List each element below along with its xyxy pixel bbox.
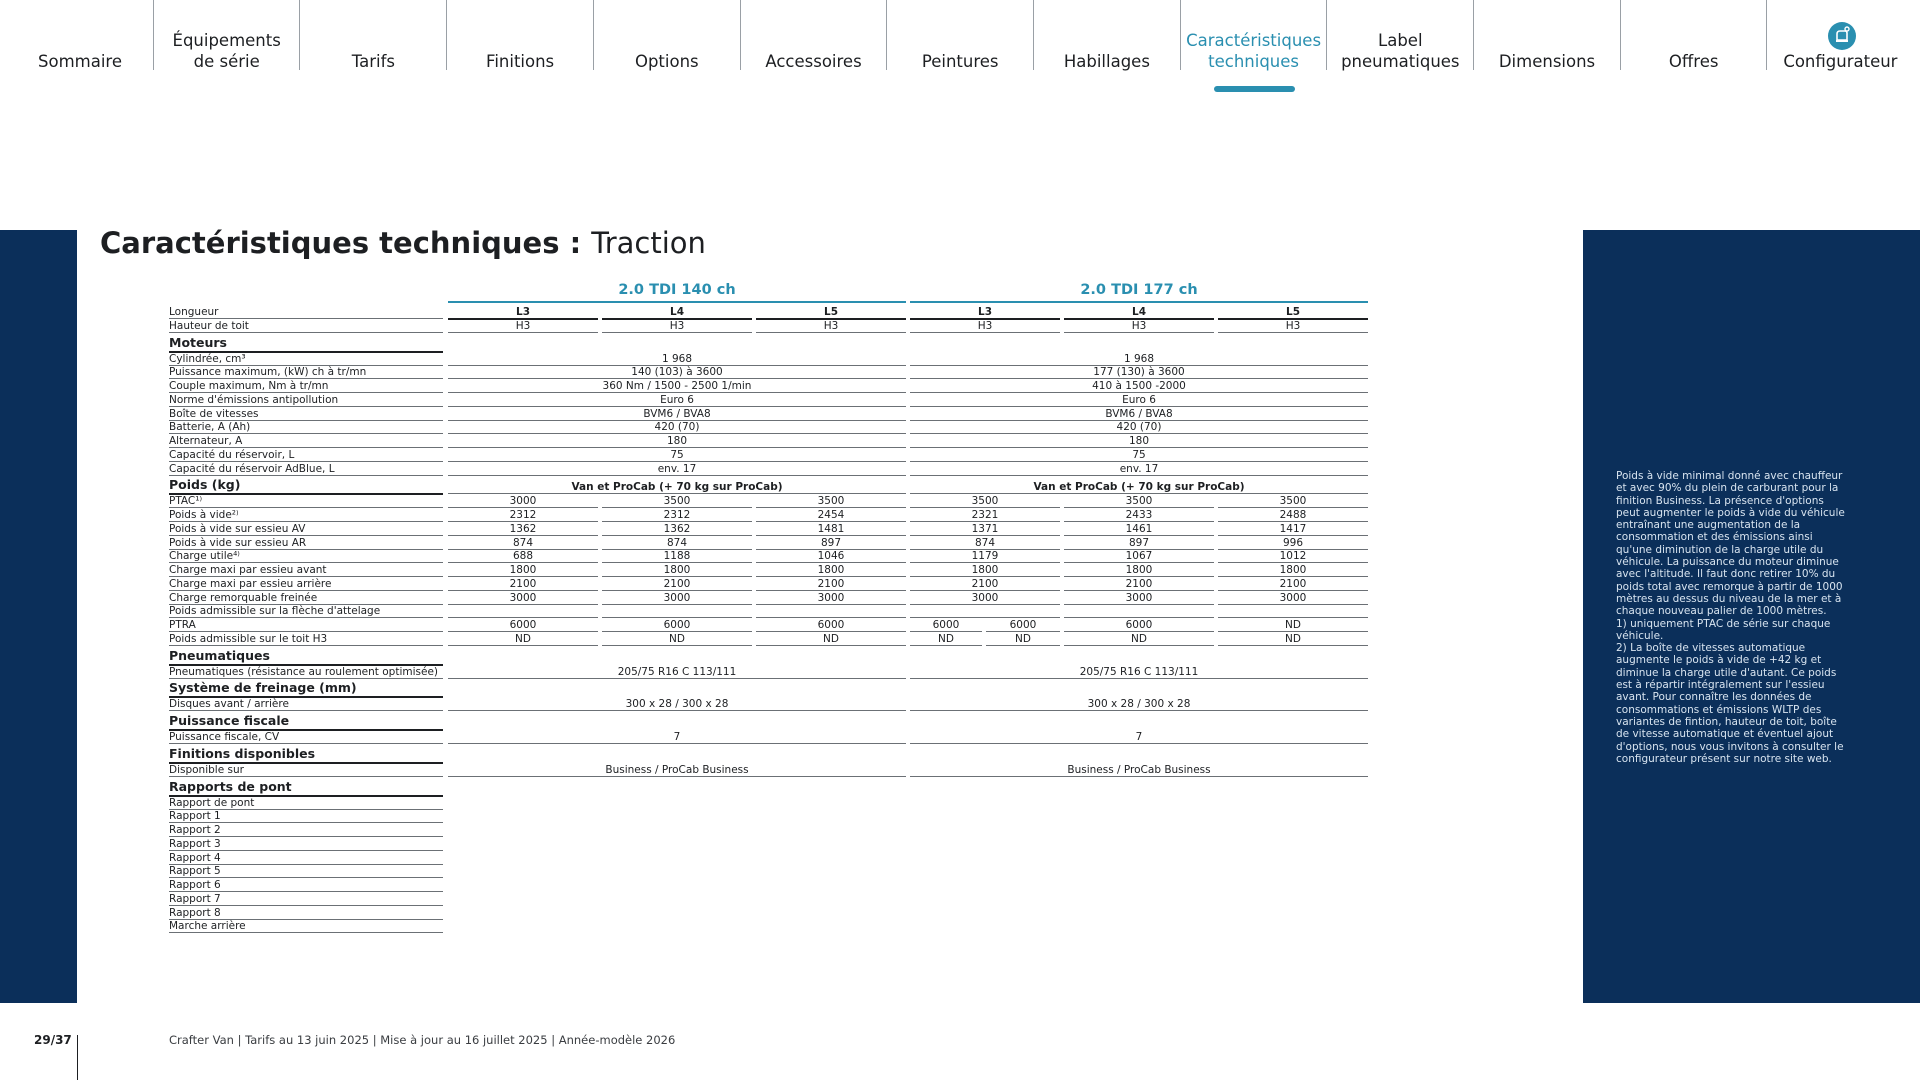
nav-item-label: Options	[634, 52, 699, 71]
table-cell: ND	[1218, 619, 1368, 632]
table-cell: 1461	[1064, 523, 1214, 536]
table-row	[0, 810, 1920, 824]
table-cell: 1417	[1218, 523, 1368, 536]
table-cell: 874	[910, 537, 1060, 550]
table-cell: env. 17	[448, 463, 906, 476]
table-row	[0, 764, 1920, 778]
table-cell: 2312	[448, 509, 598, 522]
row-label: Poids à vide sur essieu AR	[169, 537, 443, 550]
table-cell: BVM6 / BVA8	[448, 408, 906, 421]
table-cell: 1800	[448, 564, 598, 577]
nav-separator	[1620, 0, 1621, 70]
table-cell: 3000	[1218, 592, 1368, 605]
row-label: Marche arrière	[169, 920, 443, 933]
table-cell: 140 (103) à 3600	[448, 366, 906, 379]
row-label: Hauteur de toit	[169, 320, 443, 333]
row-label: Longueur	[169, 306, 443, 319]
table-row	[0, 306, 1920, 320]
nav-separator	[1180, 0, 1181, 70]
table-cell: BVM6 / BVA8	[910, 408, 1368, 421]
row-label: Rapport 3	[169, 838, 443, 851]
table-cell: 3000	[1064, 592, 1214, 605]
section-heading: Pneumatiques	[169, 648, 443, 666]
table-cell: 3500	[756, 495, 906, 508]
footer-text: Crafter Van | Tarifs au 13 juin 2025 | Mise à jour au 16 juillet 2025 | Année-modèle 2026	[169, 1033, 676, 1047]
table-cell: 300 x 28 / 300 x 28	[910, 698, 1368, 711]
table-row	[0, 320, 1920, 334]
row-label: Rapport 7	[169, 893, 443, 906]
table-row	[0, 605, 1920, 619]
table-row	[0, 380, 1920, 394]
note-paragraph: 1) uniquement PTAC de série sur chaque véhicule.	[1616, 617, 1831, 642]
table-row	[0, 920, 1920, 934]
table-cell: H3	[1064, 320, 1214, 333]
table-cell: Business / ProCab Business	[448, 764, 906, 777]
section-heading: Poids (kg)	[169, 477, 443, 495]
nav-item-offres[interactable]	[1621, 0, 1767, 72]
table-cell: 3500	[1064, 495, 1214, 508]
table-cell: L4	[602, 306, 752, 320]
nav-item-options[interactable]	[594, 0, 740, 72]
table-cell: 410 à 1500 -2000	[910, 380, 1368, 393]
table-cell: 874	[448, 537, 598, 550]
table-cell	[1218, 605, 1368, 618]
table-cell: 300 x 28 / 300 x 28	[448, 698, 906, 711]
nav-item-dimensions[interactable]	[1474, 0, 1620, 72]
table-cell: 1800	[1218, 564, 1368, 577]
table-cell: 420 (70)	[910, 421, 1368, 434]
nav-item-label: Accessoires	[765, 52, 862, 71]
table-row	[0, 619, 1920, 633]
table-cell: 1188	[602, 550, 752, 563]
note-paragraph: Poids à vide minimal donné avec chauffeur et avec 90% du plein de carburant pour la finition Business. La présence d'options peut augmenter le poids à vide du véhicule entraînant une augmentation de la consommation et des émissions ainsi qu'une diminution de la charge utile du véhicule. La puissance du moteur diminue avec l'altitude. Il faut donc retirer 10% du poids total avec remorque à partir de 1000 mètres au dessus du niveau de la mer et à chaque nouveau palier de 1000 mètres.	[1616, 470, 1845, 618]
table-cell: 420 (70)	[448, 421, 906, 434]
row-label: Batterie, A (Ah)	[169, 421, 443, 434]
table-row	[0, 797, 1920, 811]
table-cell: ND	[602, 633, 752, 646]
table-cell: 6000	[1064, 619, 1214, 632]
table-cell: 2100	[910, 578, 1060, 591]
nav-item-finitions[interactable]	[447, 0, 593, 72]
row-label: Rapport 1	[169, 810, 443, 823]
table-cell: 1362	[602, 523, 752, 536]
row-label: Rapport 6	[169, 879, 443, 892]
title-light: Traction	[591, 226, 706, 260]
table-section-row	[0, 680, 1920, 698]
table-cell: 1067	[1064, 550, 1214, 563]
title-bold: Caractéristiques techniques :	[100, 226, 582, 260]
table-cell: 2321	[910, 509, 1060, 522]
section-heading: Système de freinage (mm)	[169, 680, 443, 698]
nav-item-tarifs[interactable]	[300, 0, 446, 72]
table-row	[0, 421, 1920, 435]
table-cell: L5	[756, 306, 906, 320]
table-cell: 75	[448, 449, 906, 462]
table-cell: H3	[1218, 320, 1368, 333]
table-cell: 75	[910, 449, 1368, 462]
table-cell: 996	[1218, 537, 1368, 550]
row-label: Rapport 4	[169, 852, 443, 865]
table-cell: 360 Nm / 1500 - 2500 1/min	[448, 380, 906, 393]
table-cell: 2433	[1064, 509, 1214, 522]
table-cell: 180	[910, 435, 1368, 448]
table-row	[0, 838, 1920, 852]
row-label: Capacité du réservoir AdBlue, L	[169, 463, 443, 476]
row-label: Poids admissible sur la flèche d'attelage	[169, 605, 443, 618]
table-row	[0, 666, 1920, 680]
nav-item-caracteristiques[interactable]	[1181, 0, 1327, 72]
nav-separator	[446, 0, 447, 70]
table-cell: Business / ProCab Business	[910, 764, 1368, 777]
table-cell: 2488	[1218, 509, 1368, 522]
table-section-row	[0, 647, 1920, 666]
active-tab-indicator	[1214, 86, 1295, 92]
table-cell: 3500	[1218, 495, 1368, 508]
table-cell: 177 (130) à 3600	[910, 366, 1368, 379]
table-cell: 3500	[602, 495, 752, 508]
nav-separator	[1033, 0, 1034, 70]
table-cell: Euro 6	[448, 394, 906, 407]
table-cell: 1012	[1218, 550, 1368, 563]
table-cell: 1800	[910, 564, 1060, 577]
row-label: Cylindrée, cm³	[169, 353, 443, 366]
table-cell	[1064, 605, 1214, 618]
table-cell: 6000	[910, 619, 982, 632]
section-heading: Rapports de pont	[169, 779, 443, 797]
table-cell: 3500	[910, 495, 1060, 508]
table-row	[0, 578, 1920, 592]
table-cell: 3000	[602, 592, 752, 605]
table-section-row	[0, 745, 1920, 764]
table-row	[0, 394, 1920, 408]
table-cell: 1 968	[910, 353, 1368, 366]
table-row	[0, 523, 1920, 537]
nav-item-habillages[interactable]	[1034, 0, 1180, 72]
table-cell: ND	[910, 633, 982, 646]
row-label: Rapport 5	[169, 865, 443, 878]
table-cell: Van et ProCab (+ 70 kg sur ProCab)	[910, 481, 1368, 494]
nav-item-label: Label pneumatiques	[1341, 31, 1460, 71]
table-cell: ND	[986, 633, 1060, 646]
row-label: Pneumatiques (résistance au roulement optimisée)	[169, 666, 443, 679]
table-row	[0, 509, 1920, 523]
table-row	[0, 550, 1920, 564]
nav-item-label: Dimensions	[1498, 52, 1596, 71]
table-row	[0, 353, 1920, 367]
table-row	[0, 852, 1920, 866]
table-cell: 1800	[602, 564, 752, 577]
table-cell: H3	[602, 320, 752, 333]
table-row	[0, 633, 1920, 647]
table-cell	[448, 605, 598, 618]
table-cell: 6000	[448, 619, 598, 632]
table-cell: 2100	[1218, 578, 1368, 591]
row-label: Charge maxi par essieu avant	[169, 564, 443, 577]
table-cell: 3000	[448, 495, 598, 508]
nav-item-label: Tarifs	[351, 52, 395, 71]
nav-item-label: Équipements de série	[172, 31, 281, 71]
table-cell: 2100	[1064, 578, 1214, 591]
table-row	[0, 495, 1920, 509]
nav-item-peintures[interactable]	[887, 0, 1033, 72]
table-cell: 2454	[756, 509, 906, 522]
table-row	[0, 893, 1920, 907]
configurator-icon[interactable]	[1828, 22, 1856, 50]
nav-item-label: Habillages	[1063, 52, 1150, 71]
nav-item-equipements[interactable]	[154, 0, 300, 72]
engine-header: 2.0 TDI 140 ch	[448, 282, 906, 303]
table-section-row	[0, 778, 1920, 797]
nav-separator	[593, 0, 594, 70]
row-label: Rapport 8	[169, 907, 443, 920]
table-cell: ND	[448, 633, 598, 646]
table-section-row	[0, 477, 1920, 495]
table-cell: 180	[448, 435, 906, 448]
row-label: Boîte de vitesses	[169, 408, 443, 421]
table-cell: 2312	[602, 509, 752, 522]
table-cell: 1 968	[448, 353, 906, 366]
table-cell: env. 17	[910, 463, 1368, 476]
car-seat-icon	[1828, 22, 1856, 50]
table-section-row	[0, 713, 1920, 731]
table-cell: ND	[1218, 633, 1368, 646]
table-cell: 2100	[756, 578, 906, 591]
table-cell: 6000	[756, 619, 906, 632]
table-cell: 874	[602, 537, 752, 550]
table-cell: 688	[448, 550, 598, 563]
table-section-row	[0, 334, 1920, 353]
nav-item-label: Offres	[1668, 52, 1719, 71]
table-cell: 205/75 R16 C 113/111	[910, 666, 1368, 679]
section-heading: Finitions disponibles	[169, 746, 443, 764]
section-heading: Puissance fiscale	[169, 713, 443, 731]
nav-separator	[153, 0, 154, 70]
row-label: Poids à vide²⁾	[169, 509, 443, 522]
table-row	[0, 879, 1920, 893]
row-label: PTAC¹⁾	[169, 495, 443, 508]
table-cell: 897	[756, 537, 906, 550]
table-cell: H3	[448, 320, 598, 333]
footer-divider	[77, 1035, 78, 1080]
table-cell: 7	[910, 731, 1368, 744]
engine-header: 2.0 TDI 177 ch	[910, 282, 1368, 303]
table-cell	[756, 605, 906, 618]
table-cell: 3000	[448, 592, 598, 605]
row-label: Capacité du réservoir, L	[169, 449, 443, 462]
table-row	[0, 366, 1920, 380]
table-cell: 3000	[910, 592, 1060, 605]
section-heading: Moteurs	[169, 335, 443, 353]
table-row	[0, 564, 1920, 578]
table-cell: L3	[448, 306, 598, 320]
table-cell: 1362	[448, 523, 598, 536]
nav-item-label: Peintures	[921, 52, 999, 71]
nav-separator	[1326, 0, 1327, 70]
table-cell: 1481	[756, 523, 906, 536]
table-row	[0, 408, 1920, 422]
nav-separator	[740, 0, 741, 70]
row-label: Disponible sur	[169, 764, 443, 777]
table-cell: 1179	[910, 550, 1060, 563]
row-label: Puissance maximum, (kW) ch à tr/mn	[169, 366, 443, 379]
row-label: Charge maxi par essieu arrière	[169, 578, 443, 591]
nav-item-label-pneumatiques[interactable]	[1327, 0, 1473, 72]
table-cell: 1800	[1064, 564, 1214, 577]
nav-item-sommaire[interactable]	[7, 0, 153, 72]
nav-item-accessoires[interactable]	[741, 0, 887, 72]
table-cell: 6000	[602, 619, 752, 632]
row-label: Puissance fiscale, CV	[169, 731, 443, 744]
table-cell: L5	[1218, 306, 1368, 320]
table-cell: 1800	[756, 564, 906, 577]
row-label: Rapport 2	[169, 824, 443, 837]
page-number: 29/37	[34, 1033, 72, 1047]
table-cell: 205/75 R16 C 113/111	[448, 666, 906, 679]
table-cell: 3000	[756, 592, 906, 605]
table-cell: Euro 6	[910, 394, 1368, 407]
nav-item-label: Caractéristiques techniques	[1186, 31, 1322, 71]
table-row	[0, 698, 1920, 712]
row-label: Couple maximum, Nm à tr/mn	[169, 380, 443, 393]
table-cell: 1371	[910, 523, 1060, 536]
row-label: Disques avant / arrière	[169, 698, 443, 711]
page-title	[100, 226, 706, 260]
table-cell: 1046	[756, 550, 906, 563]
nav-separator	[1766, 0, 1767, 70]
table-cell: Van et ProCab (+ 70 kg sur ProCab)	[448, 481, 906, 494]
table-cell	[602, 605, 752, 618]
table-row	[0, 731, 1920, 745]
row-label: Poids admissible sur le toit H3	[169, 633, 443, 646]
table-row	[0, 865, 1920, 879]
row-label: Alternateur, A	[169, 435, 443, 448]
nav-separator	[886, 0, 887, 70]
note-paragraph: 2) La boîte de vitesses automatique augmente le poids à vide de +42 kg et diminue la charge utile d'autant. Ce poids est à répartir intégralement sur l'essieu avant. Pour connaître les données de consommations et émissions WLTP des variantes de fintion, hauteur de toit, boîte de vitesse automatique et éventuel ajout d'options, nous vous invitons à consulter le configurateur présent sur notre site web.	[1616, 642, 1844, 765]
table-row	[0, 907, 1920, 921]
table-cell: H3	[910, 320, 1060, 333]
table-row	[0, 537, 1920, 551]
nav-item-label: Configurateur	[1783, 52, 1898, 71]
table-cell: L4	[1064, 306, 1214, 320]
table-cell: 897	[1064, 537, 1214, 550]
table-row	[0, 824, 1920, 838]
nav-item-label: Finitions	[486, 52, 555, 71]
table-cell: ND	[1064, 633, 1214, 646]
table-cell: 6000	[986, 619, 1060, 632]
table-cell: H3	[756, 320, 906, 333]
table-row	[0, 463, 1920, 477]
table-row	[0, 435, 1920, 449]
table-row	[0, 449, 1920, 463]
nav-separator	[299, 0, 300, 70]
table-row	[0, 592, 1920, 606]
row-label: Rapport de pont	[169, 797, 443, 810]
table-cell	[910, 605, 1060, 618]
table-cell: 7	[448, 731, 906, 744]
nav-separator	[1473, 0, 1474, 70]
table-cell: L3	[910, 306, 1060, 320]
row-label: Charge utile⁴⁾	[169, 550, 443, 563]
table-cell: 2100	[602, 578, 752, 591]
row-label: Poids à vide sur essieu AV	[169, 523, 443, 536]
top-navigation	[0, 0, 1920, 95]
row-label: PTRA	[169, 619, 443, 632]
table-cell: 2100	[448, 578, 598, 591]
table-cell: ND	[756, 633, 906, 646]
row-label: Charge remorquable freinée	[169, 592, 443, 605]
nav-item-label: Sommaire	[38, 52, 122, 71]
row-label: Norme d'émissions antipollution	[169, 394, 443, 407]
